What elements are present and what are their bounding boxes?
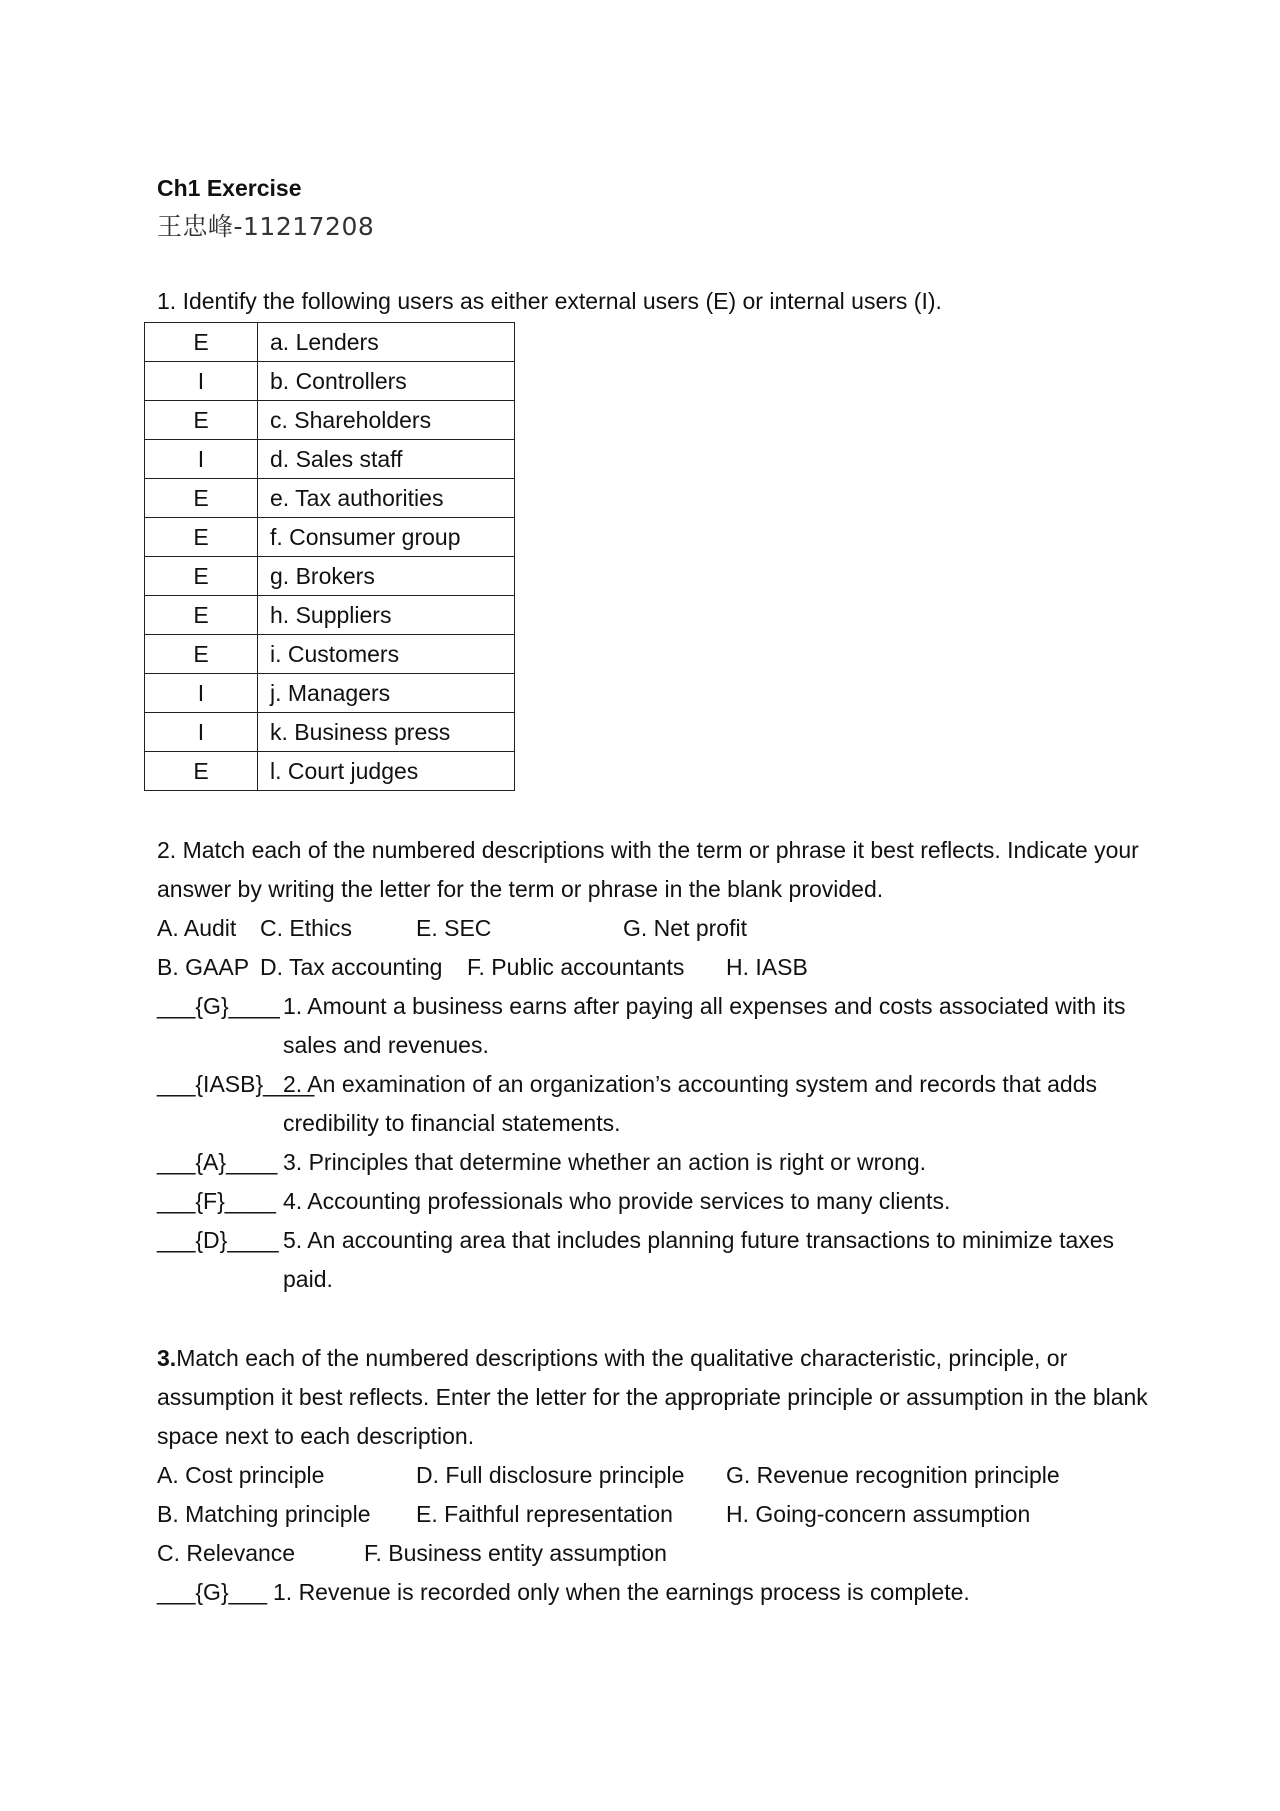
- user-type-cell: E: [145, 323, 258, 362]
- document-title: Ch1 Exercise: [157, 175, 302, 201]
- q3-option-g: G. Revenue recognition principle: [726, 1462, 1060, 1488]
- user-type-cell: E: [145, 635, 258, 674]
- table-row: [145, 518, 515, 557]
- q3-number: 3.: [157, 1345, 177, 1371]
- q3-prompt-block: [157, 1339, 1157, 1456]
- q2-option-d: D. Tax accounting: [260, 954, 443, 980]
- q2-option-h: H. IASB: [726, 954, 808, 980]
- table-row: [145, 479, 515, 518]
- item-description: 1. Amount a business earns after paying all expenses and costs associated with its sales and revenues.: [283, 993, 1126, 1058]
- answer-blank: ___{D}____: [157, 1227, 279, 1253]
- item-description: 1. Revenue is recorded only when the earnings process is complete.: [273, 1579, 970, 1605]
- q3-option-f: F. Business entity assumption: [364, 1540, 667, 1566]
- user-name-cell: c. Shareholders: [258, 401, 515, 440]
- table-row: [145, 557, 515, 596]
- q2-option-e: E. SEC: [416, 915, 492, 941]
- table-row: [145, 596, 515, 635]
- q2-option-b: B. GAAP: [157, 954, 250, 980]
- q3-option-c: C. Relevance: [157, 1540, 296, 1566]
- q3-prompt: Match each of the numbered descriptions with the qualitative characteristic, principle, or assumption it best reflects. Enter the letter for the appropriate principle or assumption in the blank space next to each description.: [157, 1345, 1148, 1449]
- user-type-cell: E: [145, 596, 258, 635]
- q2-item: [157, 1182, 1157, 1221]
- user-name-cell: d. Sales staff: [258, 440, 515, 479]
- user-name-cell: a. Lenders: [258, 323, 515, 362]
- user-type-cell: I: [145, 713, 258, 752]
- q3-option-h: H. Going-concern assumption: [726, 1501, 1031, 1527]
- q2-options-row-1: [157, 909, 1157, 948]
- q2-option-a: A. Audit: [157, 915, 237, 941]
- table-row: [145, 635, 515, 674]
- answer-blank: ___{G}___: [157, 1579, 268, 1605]
- q2-options-row-2: [157, 948, 1157, 987]
- document-page: [157, 170, 1157, 1612]
- item-description: 3. Principles that determine whether an action is right or wrong.: [283, 1149, 927, 1175]
- user-type-cell: I: [145, 362, 258, 401]
- q3-item: [157, 1573, 1157, 1612]
- q2-item: [157, 1221, 1157, 1299]
- q3-options-row-2: [157, 1495, 1157, 1534]
- user-type-cell: E: [145, 401, 258, 440]
- user-name-cell: i. Customers: [258, 635, 515, 674]
- author-line: 王忠峰-11217208: [157, 212, 375, 241]
- user-name-cell: h. Suppliers: [258, 596, 515, 635]
- user-name-cell: b. Controllers: [258, 362, 515, 401]
- q3-options-row-3: [157, 1534, 1157, 1573]
- table-row: [145, 323, 515, 362]
- user-name-cell: f. Consumer group: [258, 518, 515, 557]
- user-type-cell: E: [145, 557, 258, 596]
- user-name-cell: g. Brokers: [258, 557, 515, 596]
- table-row: [145, 362, 515, 401]
- spacer: [157, 791, 1157, 831]
- table-row: [145, 713, 515, 752]
- table-row: [145, 401, 515, 440]
- table-row: [145, 674, 515, 713]
- q3-option-b: B. Matching principle: [157, 1501, 371, 1527]
- spacer: [157, 1299, 1157, 1339]
- user-type-cell: I: [145, 440, 258, 479]
- q3-option-d: D. Full disclosure principle: [416, 1462, 685, 1488]
- item-description: 2. An examination of an organization’s accounting system and records that adds credibility to financial statements.: [283, 1071, 1098, 1136]
- q2-item: [157, 1065, 1157, 1143]
- q2-prompt: 2. Match each of the numbered descriptions with the term or phrase it best reflects. Indicate your answer by writing the letter for the term or phrase in the blank provided.: [157, 837, 1139, 902]
- answer-blank: ___{G}____: [157, 993, 280, 1019]
- user-name-cell: e. Tax authorities: [258, 479, 515, 518]
- table-row: [145, 752, 515, 791]
- q2-option-g: G. Net profit: [623, 915, 747, 941]
- table-row: [145, 440, 515, 479]
- q2-option-c: C. Ethics: [260, 915, 353, 941]
- item-description: 4. Accounting professionals who provide services to many clients.: [283, 1188, 951, 1214]
- q2-item: [157, 987, 1157, 1065]
- user-type-cell: E: [145, 752, 258, 791]
- users-table: [144, 322, 515, 791]
- q2-option-f: F. Public accountants: [467, 954, 685, 980]
- user-name-cell: j. Managers: [258, 674, 515, 713]
- q3-options-row-1: [157, 1456, 1157, 1495]
- spacer: [157, 248, 1157, 282]
- q2-item: [157, 1143, 1157, 1182]
- answer-blank: ___{F}____: [157, 1188, 276, 1214]
- answer-blank: ___{IASB}____: [157, 1071, 315, 1097]
- item-description: 5. An accounting area that includes planning future transactions to minimize taxes paid.: [283, 1227, 1115, 1292]
- user-type-cell: E: [145, 479, 258, 518]
- q3-option-a: A. Cost principle: [157, 1462, 325, 1488]
- q1-prompt: 1. Identify the following users as either external users (E) or internal users (I).: [157, 288, 942, 314]
- user-name-cell: k. Business press: [258, 713, 515, 752]
- q3-option-e: E. Faithful representation: [416, 1501, 673, 1527]
- answer-blank: ___{A}____: [157, 1149, 278, 1175]
- user-name-cell: l. Court judges: [258, 752, 515, 791]
- user-type-cell: I: [145, 674, 258, 713]
- user-type-cell: E: [145, 518, 258, 557]
